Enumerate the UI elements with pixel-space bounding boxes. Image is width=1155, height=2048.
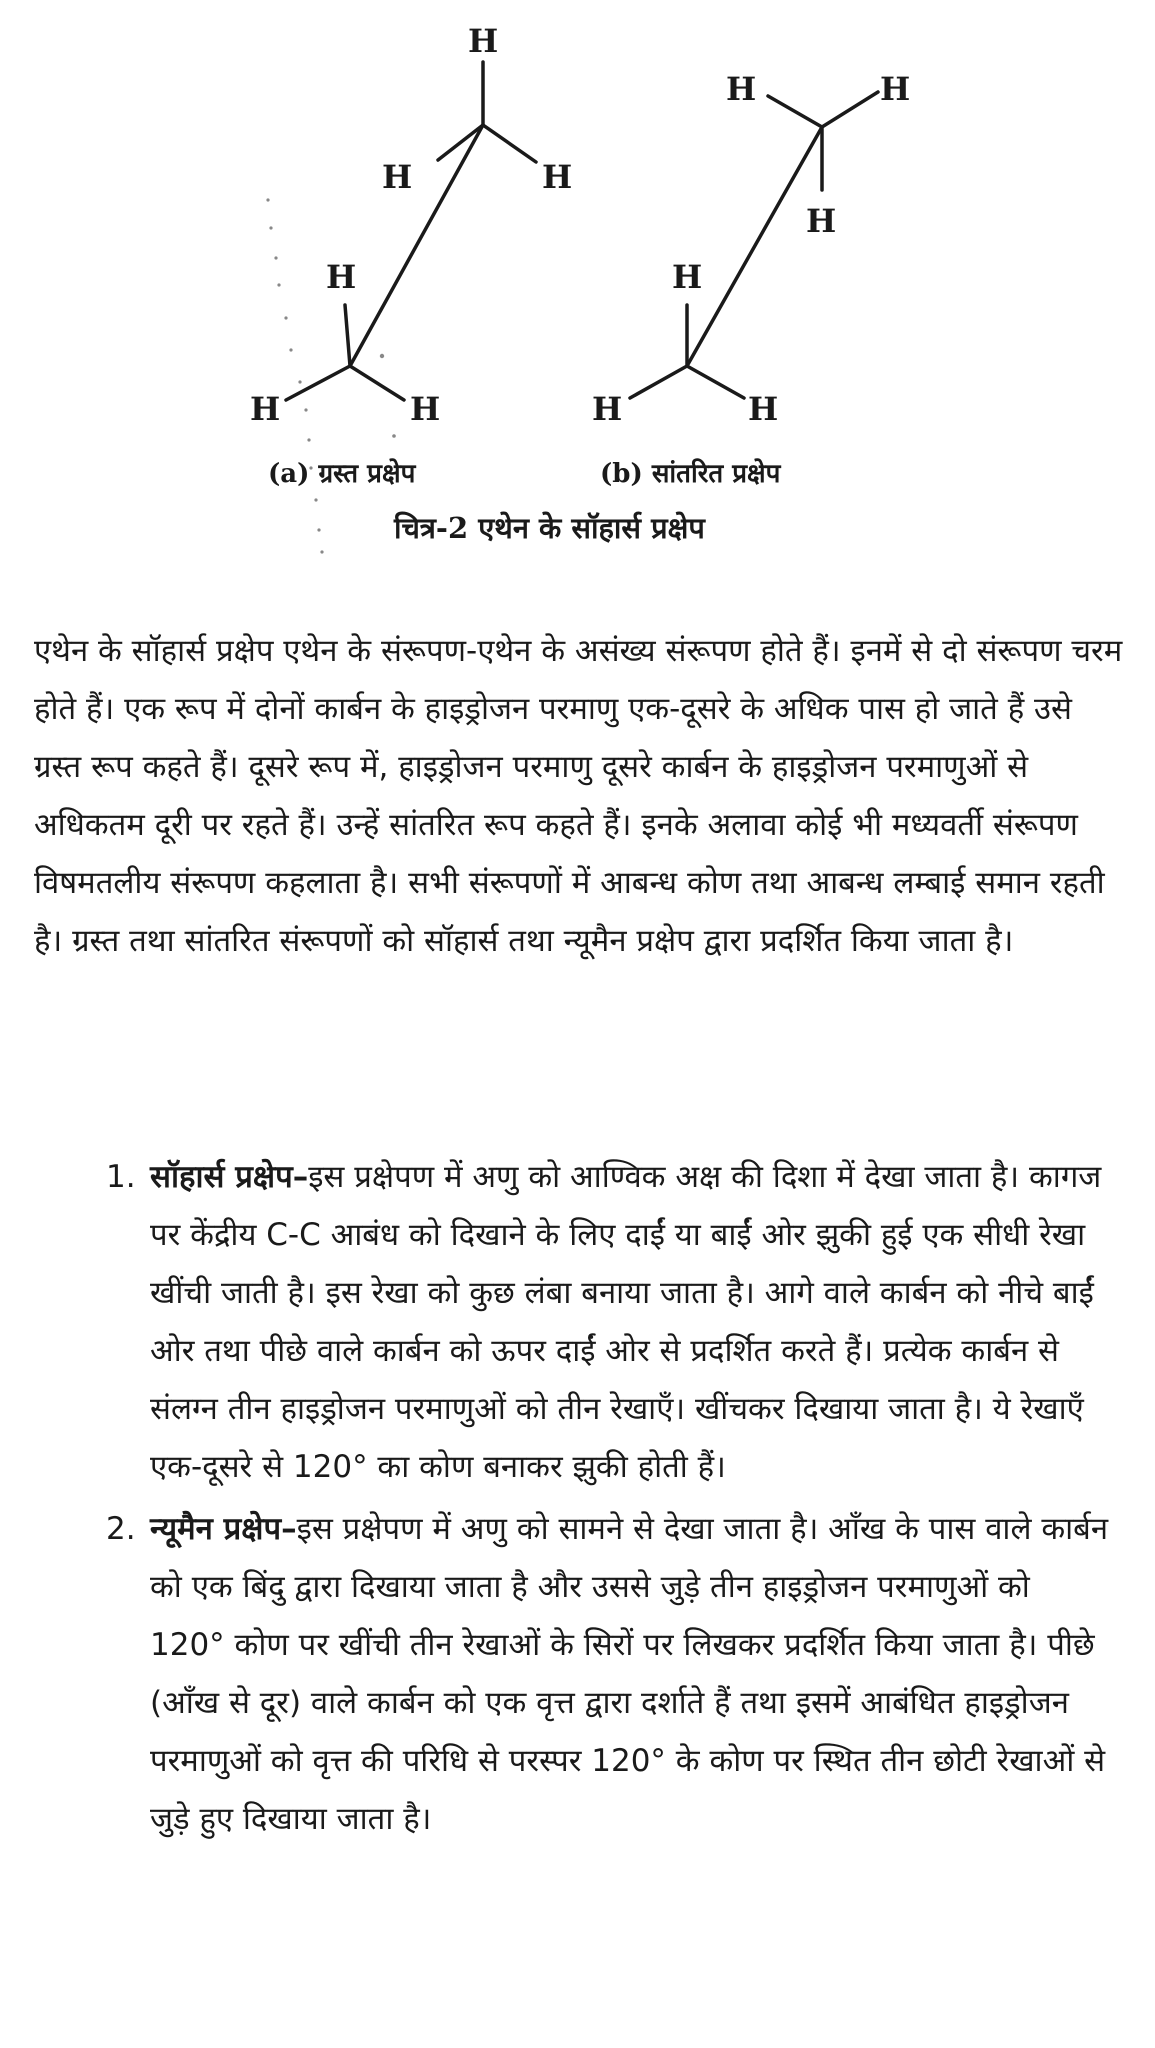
list-term: न्यूमैन प्रक्षेप–: [150, 1511, 297, 1547]
c-h-bond: [483, 125, 536, 162]
hydrogen-atom: H: [468, 22, 499, 60]
staggered-projection: [592, 70, 910, 428]
list-item: [106, 1148, 1110, 1496]
hydrogen-atom: H: [806, 202, 837, 240]
c-h-bond: [286, 366, 350, 400]
c-h-bond: [438, 125, 483, 160]
hydrogen-atom: H: [410, 390, 441, 428]
c-c-bond: [687, 127, 822, 366]
hydrogen-atom: H: [726, 70, 757, 108]
label-eclipsed: (a) ग्रस्त प्रक्षेप: [268, 459, 416, 489]
list-number: 1.: [106, 1159, 136, 1195]
sawhorse-diagram: [0, 0, 1155, 570]
hydrogen-atom: H: [672, 258, 703, 296]
c-h-bond: [687, 366, 744, 398]
hydrogen-atom: H: [542, 158, 573, 196]
list-item: [106, 1500, 1110, 1848]
hydrogen-atom: H: [382, 158, 413, 196]
c-h-bond: [345, 305, 350, 366]
eclipsed-projection: [250, 22, 572, 428]
c-h-bond: [350, 366, 404, 400]
label-staggered: (b) सांतरित प्रक्षेप: [600, 459, 781, 489]
list-text: इस प्रक्षेपण में अणु को आण्विक अक्ष की दिशा में देखा जाता है। कागज पर केंद्रीय C-C आबंध को दिखाने के लिए दाईं या बाईं ओर झुकी हुई एक सीधी रेखा खींची जाती है। इस रेखा को कुछ लंबा बनाया जाता है। आगे वाले कार्बन को नीचे बाईं ओर तथा पीछे वाले कार्बन को ऊपर दाईं ओर से प्रदर्शित करते हैं। प्रत्येक कार्बन से संलग्न तीन हाइड्रोजन परमाणुओं को तीन रेखाएँ। खींचकर दिखाया जाता है। ये रेखाएँ एक-दूसरे से 120° का कोण बनाकर झुकी होती हैं।: [150, 1159, 1102, 1485]
figure-caption: चित्र-2 एथेन के सॉहार्स प्रक्षेप: [394, 511, 705, 545]
c-h-bond: [822, 92, 878, 127]
hydrogen-atom: H: [250, 390, 281, 428]
list-number: 2.: [106, 1511, 136, 1547]
c-h-bond: [630, 366, 687, 398]
c-h-bond: [768, 96, 822, 127]
projection-list: [106, 1148, 1110, 1848]
intro-paragraph: एथेन के सॉहार्स प्रक्षेप एथेन के संरूपण-एथेन के असंख्य संरूपण होते हैं। इनमें से दो संरूपण चरम होते हैं। एक रूप में दोनों कार्बन के हाइड्रोजन परमाणु एक-दूसरे के अधिक पास हो जाते हैं उसे ग्रस्त रूप कहते हैं। दूसरे रूप में, हाइड्रोजन परमाणु दूसरे कार्बन के हाइड्रोजन परमाणुओं से अधिकतम दूरी पर रहते हैं। उन्हें सांतरित रूप कहते हैं। इनके अलावा कोई भी मध्यवर्ती संरूपण विषमतलीय संरूपण कहलाता है। सभी संरूपणों में आबन्ध कोण तथा आबन्ध लम्बाई समान रहती है। ग्रस्त तथा सांतरित संरूपणों को सॉहार्स तथा न्यूमैन प्रक्षेप द्वारा प्रदर्शित किया जाता है।: [34, 633, 1123, 959]
list-text: इस प्रक्षेपण में अणु को सामने से देखा जाता है। आँख के पास वाले कार्बन को एक बिंदु द्वारा दिखाया जाता है और उससे जुड़े तीन हाइड्रोजन परमाणुओं को 120° कोण पर खींची तीन रेखाओं के सिरों पर लिखकर प्रदर्शित किया जाता है। पीछे (आँख से दूर) वाले कार्बन को एक वृत्त द्वारा दर्शाते हैं तथा इसमें आबंधित हाइड्रोजन परमाणुओं को वृत्त की परिधि से परस्पर 120° के कोण पर स्थित तीन छोटी रेखाओं से जुड़े हुए दिखाया जाता है।: [150, 1511, 1109, 1837]
hydrogen-atom: H: [748, 390, 779, 428]
sawhorse-figure: [0, 0, 1155, 570]
hydrogen-atom: H: [880, 70, 911, 108]
hydrogen-atom: H: [592, 390, 623, 428]
c-c-bond: [350, 125, 483, 366]
hydrogen-atom: H: [326, 258, 357, 296]
list-term: सॉहार्स प्रक्षेप–: [150, 1159, 309, 1195]
